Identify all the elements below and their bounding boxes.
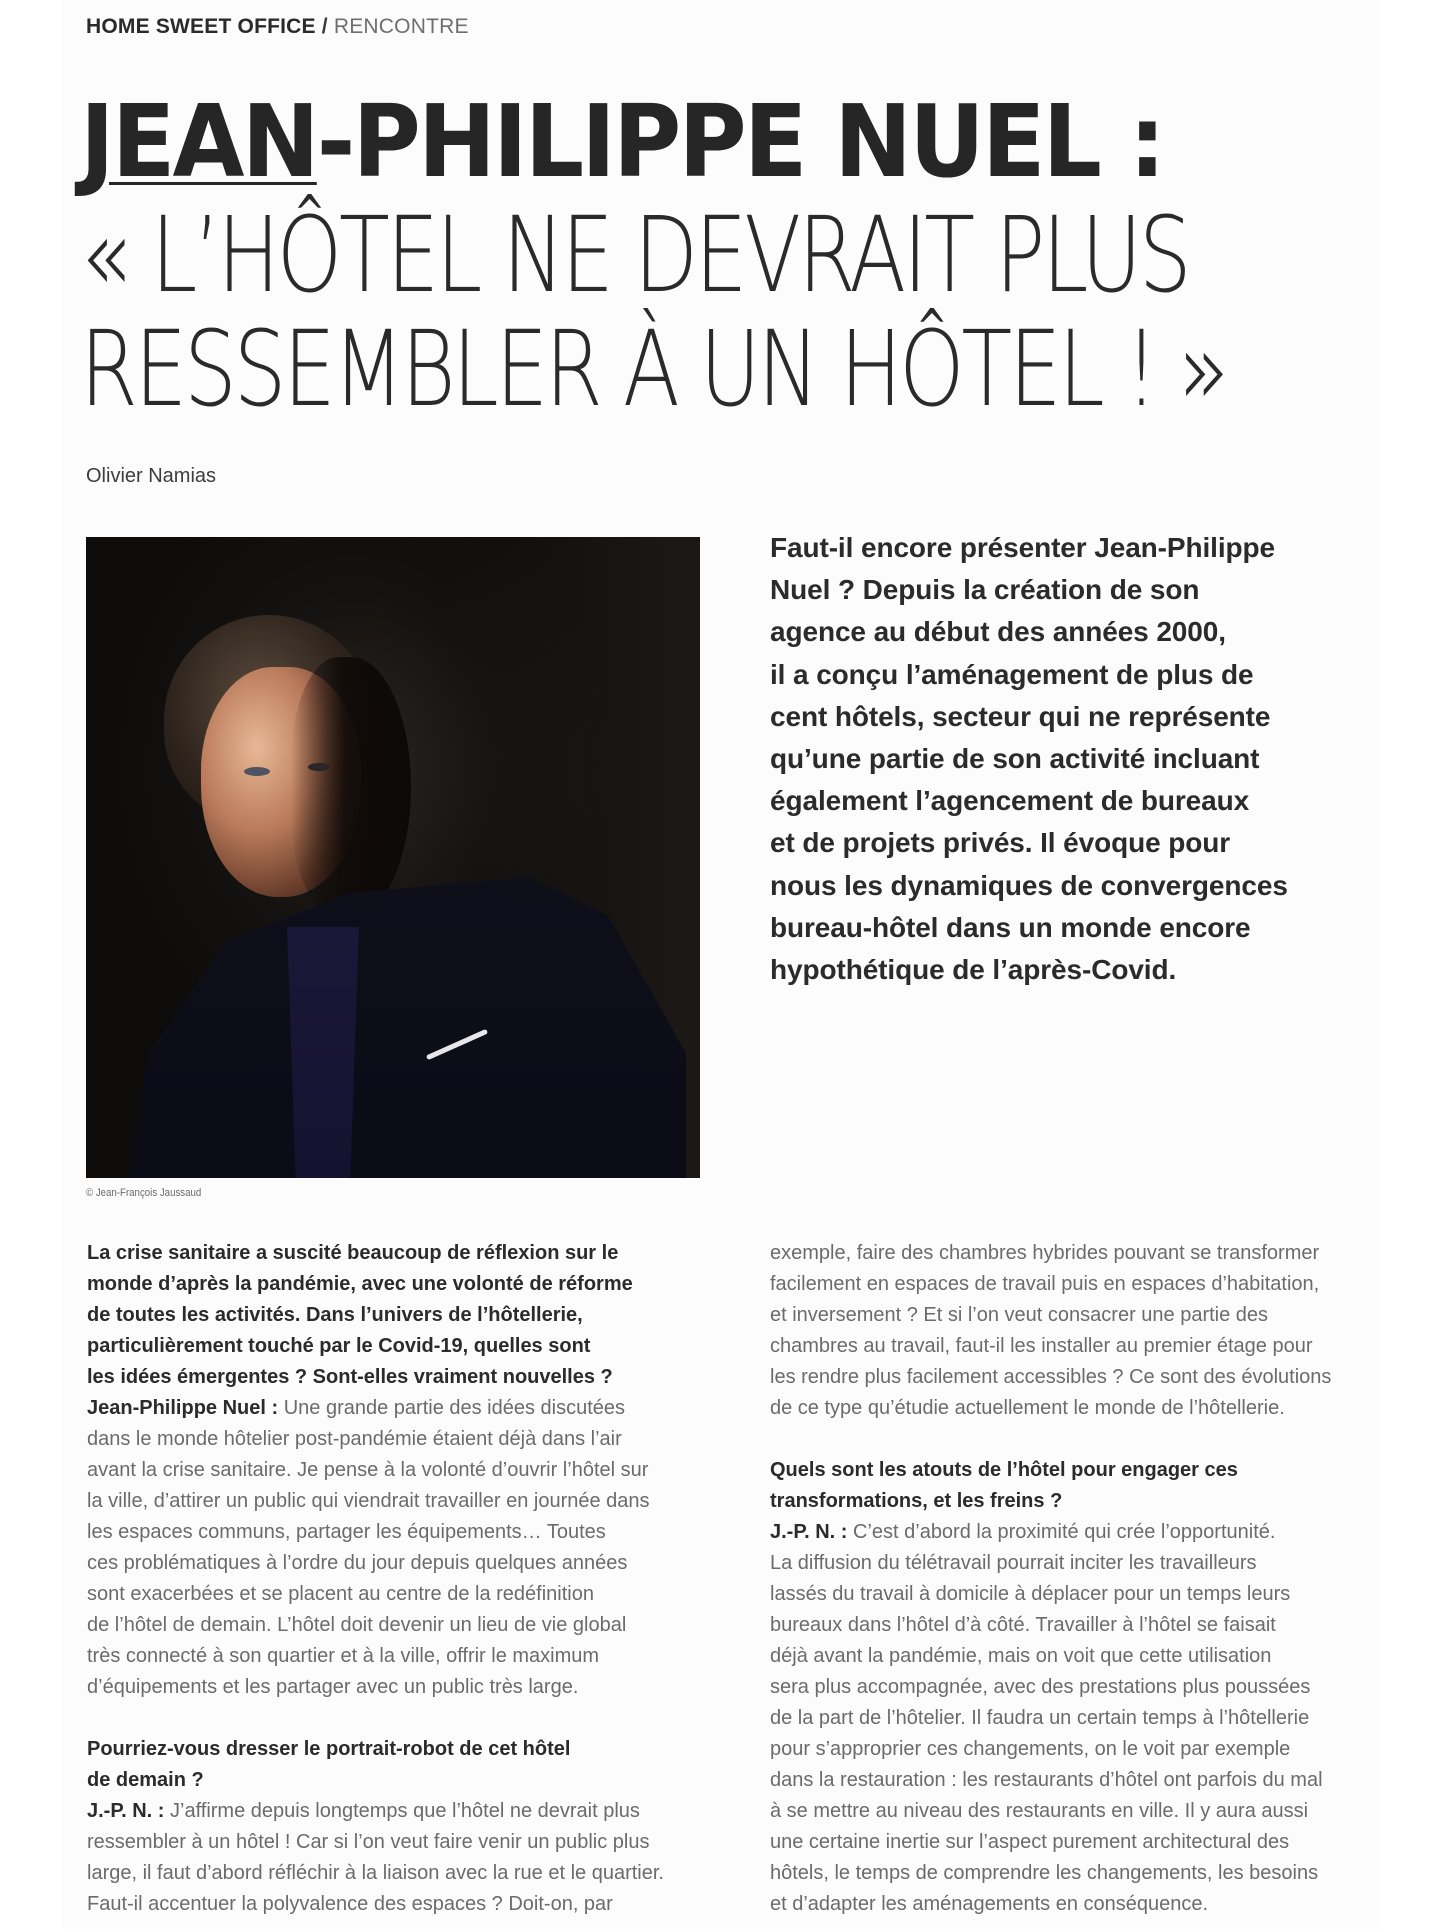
answer-line: déjà avant la pandémie, mais on voit que cette utilisation — [770, 1645, 1272, 1667]
interview-answer-3 — [770, 1517, 1410, 1920]
photo-face-shadow — [291, 657, 411, 917]
answer-line: sera plus accompagnée, avec des prestations plus poussées — [770, 1676, 1311, 1698]
answer-text: J’affirme depuis longtemps que l’hôtel ne devrait plus — [170, 1800, 640, 1822]
interview-answer-2-continued — [770, 1238, 1410, 1424]
answer-line: à se mettre au niveau des restaurants en ville. Il y aura aussi — [770, 1800, 1309, 1822]
question-line: transformations, et les freins ? — [770, 1490, 1063, 1512]
intro-paragraph — [770, 527, 1380, 991]
answer-line: d’équipements et les partager avec un public très large. — [87, 1676, 579, 1698]
answer-line — [87, 1796, 727, 1827]
title-underlined-word: JEAN — [80, 83, 317, 200]
answer-line: bureaux dans l’hôtel d’à côté. Travailler à l’hôtel se faisait — [770, 1614, 1276, 1636]
title-line-2: « L’HÔTEL NE DEVRAIT PLUS — [80, 194, 1189, 316]
kicker-separator: / — [315, 15, 334, 38]
question-line: de demain ? — [87, 1769, 204, 1791]
answer-text: Une grande partie des idées discutées — [283, 1397, 626, 1419]
photo-credit: © Jean-François Jaussaud — [86, 1187, 202, 1199]
answer-line: chambres au travail, faut-il les installer au premier étage pour — [770, 1335, 1313, 1357]
answer-line: exemple, faire des chambres hybrides pouvant se transformer — [770, 1242, 1320, 1264]
paragraph-gap — [770, 1424, 1410, 1455]
body-column-left — [87, 1238, 727, 1920]
question-line: La crise sanitaire a suscité beaucoup de réflexion sur le — [87, 1242, 619, 1264]
intro-line: hypothétique de l’après-Covid. — [770, 954, 1177, 986]
intro-line: Nuel ? Depuis la création de son — [770, 574, 1200, 606]
answer-line: facilement en espaces de travail puis en espaces d’habitation, — [770, 1273, 1320, 1295]
article-title — [80, 83, 1380, 430]
answer-line: large, il faut d’abord réfléchir à la liaison avec la rue et le quartier. — [87, 1862, 664, 1884]
answer-line: dans le monde hôtelier post-pandémie étaient déjà dans l’air — [87, 1428, 622, 1450]
answer-text: C’est d’abord la proximité qui crée l’opportunité. — [853, 1521, 1276, 1543]
answer-line: sont exacerbées et se placent au centre de la redéfinition — [87, 1583, 594, 1605]
speaker-label: J.-P. N. : — [770, 1521, 853, 1543]
answer-line: et d’adapter les aménagements en conséquence. — [770, 1893, 1209, 1915]
answer-line: ces problématiques à l’ordre du jour depuis quelques années — [87, 1552, 628, 1574]
subsection-name: RENCONTRE — [333, 15, 469, 38]
section-kicker — [86, 15, 469, 39]
intro-line: et de projets privés. Il évoque pour — [770, 827, 1231, 859]
answer-line: lassés du travail à domicile à déplacer pour un temps leurs — [770, 1583, 1291, 1605]
body-column-right — [770, 1238, 1410, 1920]
answer-line: de l’hôtel de demain. L’hôtel doit devenir un lieu de vie global — [87, 1614, 627, 1636]
intro-line: cent hôtels, secteur qui ne représente — [770, 700, 1271, 732]
answer-line: et inversement ? Et si l’on veut consacrer une partie des — [770, 1304, 1269, 1326]
title-line-3: RESSEMBLER À UN HÔTEL ! » — [80, 308, 1226, 430]
photo-jacket — [126, 877, 686, 1178]
section-name: HOME SWEET OFFICE — [86, 15, 316, 38]
answer-line: hôtels, le temps de comprendre les changements, les besoins — [770, 1862, 1319, 1884]
answer-line — [87, 1393, 727, 1424]
interview-question-3 — [770, 1455, 1410, 1517]
photo-eye-left — [244, 767, 270, 776]
intro-line: agence au début des années 2000, — [770, 616, 1226, 648]
question-line: Pourriez-vous dresser le portrait-robot de cet hôtel — [87, 1738, 571, 1760]
answer-line: la ville, d’attirer un public qui viendrait travailler en journée dans — [87, 1490, 650, 1512]
answer-line: une certaine inertie sur l’aspect purement architectural des — [770, 1831, 1290, 1853]
question-line: particulièrement touché par le Covid-19, quelles sont — [87, 1335, 591, 1357]
answer-line: les rendre plus facilement accessibles ? Ce sont des évolutions — [770, 1366, 1332, 1388]
intro-line: également l’agencement de bureaux — [770, 785, 1250, 817]
interview-question-2 — [87, 1734, 727, 1796]
answer-line: dans la restauration : les restaurants d’hôtel ont parfois du mal — [770, 1769, 1323, 1791]
intro-line: Faut-il encore présenter Jean-Philippe — [770, 532, 1275, 563]
interview-answer-2 — [87, 1796, 727, 1920]
answer-line: pour s’approprier ces changements, on le voit par exemple — [770, 1738, 1291, 1760]
interview-answer-1 — [87, 1393, 727, 1703]
author-byline: Olivier Namias — [86, 465, 217, 487]
portrait-photo — [86, 537, 700, 1178]
speaker-label: J.-P. N. : — [87, 1800, 170, 1822]
answer-line: les espaces communs, partager les équipements… Toutes — [87, 1521, 606, 1543]
intro-line: il a conçu l’aménagement de plus de — [770, 658, 1254, 690]
question-line: de toutes les activités. Dans l’univers de l’hôtellerie, — [87, 1304, 583, 1326]
answer-line: de ce type qu’étudie actuellement le monde de l’hôtellerie. — [770, 1397, 1285, 1419]
photo-eye-right — [308, 763, 330, 771]
answer-line: ressembler à un hôtel ! Car si l’on veut faire venir un public plus — [87, 1831, 650, 1853]
answer-line: Faut-il accentuer la polyvalence des espaces ? Doit-on, par — [87, 1893, 613, 1915]
paragraph-gap — [87, 1703, 727, 1734]
answer-line: de la part de l’hôtelier. Il faudra un certain temps à l’hôtellerie — [770, 1707, 1310, 1729]
interview-question-1 — [87, 1238, 727, 1393]
title-line-1-rest: -PHILIPPE NUEL : — [316, 83, 1164, 200]
speaker-label: Jean-Philippe Nuel : — [87, 1397, 284, 1419]
answer-line: très connecté à son quartier et à la ville, offrir le maximum — [87, 1645, 600, 1667]
question-line: Quels sont les atouts de l’hôtel pour engager ces — [770, 1459, 1238, 1481]
question-line: les idées émergentes ? Sont-elles vraiment nouvelles ? — [87, 1366, 613, 1388]
intro-line: nous les dynamiques de convergences — [770, 869, 1288, 901]
answer-line: avant la crise sanitaire. Je pense à la volonté d’ouvrir l’hôtel sur — [87, 1459, 649, 1481]
intro-line: bureau-hôtel dans un monde encore — [770, 911, 1251, 943]
intro-line: qu’une partie de son activité incluant — [770, 743, 1260, 775]
answer-line: La diffusion du télétravail pourrait inciter les travailleurs — [770, 1552, 1257, 1574]
title-line-1 — [80, 83, 1289, 200]
answer-line — [770, 1517, 1410, 1548]
question-line: monde d’après la pandémie, avec une volonté de réforme — [87, 1273, 633, 1295]
